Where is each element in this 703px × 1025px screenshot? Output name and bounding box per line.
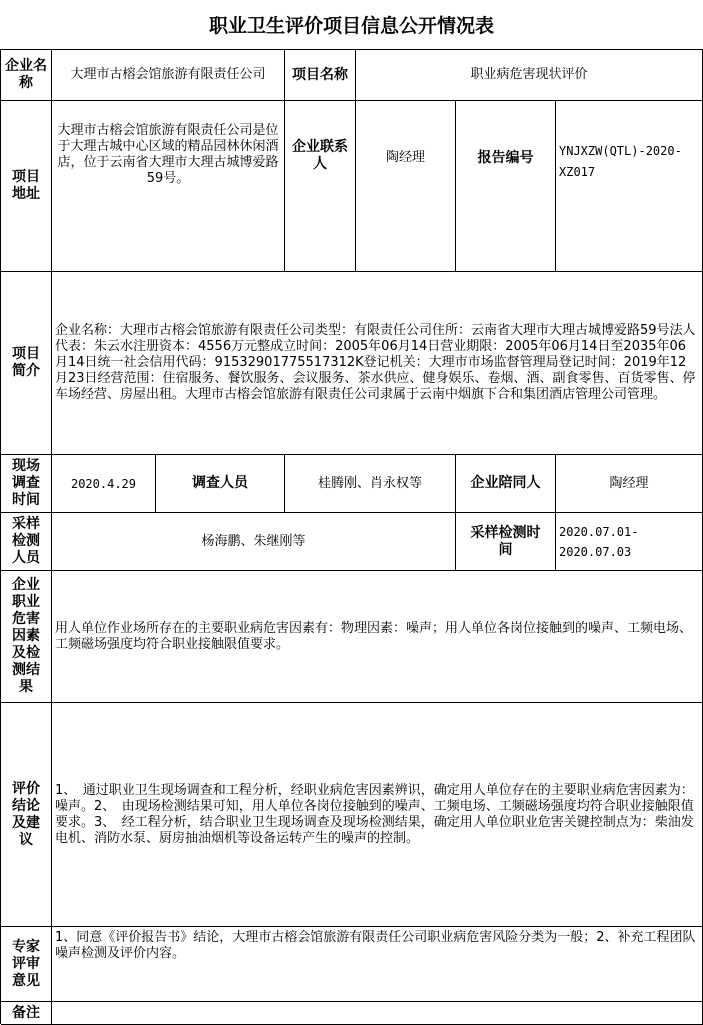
contact-value: 陶经理 <box>356 101 456 272</box>
investigators-value: 桂腾刚、肖永权等 <box>285 455 456 513</box>
project-name-value: 职业病危害现状评价 <box>356 50 703 101</box>
escort-value: 陶经理 <box>556 455 703 513</box>
survey-time-value: 2020.4.29 <box>52 455 156 513</box>
remarks-label: 备注 <box>1 1002 52 1025</box>
contact-label: 企业联系人 <box>285 101 356 272</box>
report-no-label: 报告编号 <box>456 101 556 272</box>
investigators-label: 调查人员 <box>156 455 285 513</box>
sampling-staff-label: 采样检测人员 <box>1 513 52 571</box>
company-name-value: 大理市古榕会馆旅游有限责任公司 <box>52 50 285 101</box>
info-table <box>0 49 703 1024</box>
project-address-value: 大理市古榕会馆旅游有限责任公司是位于大理古城中心区域的精品园林休闲酒店，位于云南省大理市大理古城博爱路59号。 <box>52 101 285 272</box>
hazards-value: 用人单位作业场所存在的主要职业病危害因素有：物理因素：噪声；用人单位各岗位接触到的噪声、工频电场、工频磁场强度均符合职业接触限值要求。 <box>52 571 703 703</box>
project-name-label: 项目名称 <box>285 50 356 101</box>
hazards-label: 企业职业危害因素及检测结果 <box>1 571 52 703</box>
conclusion-label: 评价结论及建议 <box>1 703 52 927</box>
sampling-time-value: 2020.07.01-2020.07.03 <box>556 513 703 571</box>
sampling-staff-value: 杨海鹏、朱继刚等 <box>52 513 456 571</box>
escort-label: 企业陪同人 <box>456 455 556 513</box>
company-name-label: 企业名称 <box>1 50 52 101</box>
conclusion-value: 1、 通过职业卫生现场调查和工程分析，经职业病危害因素辨识，确定用人单位存在的主要职业病危害因素为：噪声。2、 由现场检测结果可知，用人单位各岗位接触到的噪声、工频电场、工频磁场强度均符合职业接触限值要求。3、 经工程分析，结合职业卫生现场调查及现场检测结果，确定用人单位职业危害关键控制点为：柴油发电机、消防水泵、厨房抽油烟机等设备运转产生的噪声的控制。 <box>52 703 703 927</box>
report-no-value: YNJXZW(QTL)-2020-XZ017 <box>556 101 703 272</box>
expert-value: 1、同意《评价报告书》结论，大理市古榕会馆旅游有限责任公司职业病危害风险分类为一般；2、补充工程团队噪声检测及评价内容。 <box>52 927 703 1002</box>
survey-time-label: 现场调查时间 <box>1 455 52 513</box>
project-address-label: 项目地址 <box>1 101 52 272</box>
project-intro-value: 企业名称：大理市古榕会馆旅游有限责任公司类型：有限责任公司住所：云南省大理市大理古城博爱路59号法人代表：朱云水注册资本：4556万元整成立时间：2005年06月14日营业期限：2005年06月14日至2035年06月14日统一社会信用代码：91532901775517312K登记机关：大理市市场监督管理局登记时间：2019年12月23日经营范围：住宿服务、餐饮服务、会议服务、茶水供应、健身娱乐、卷烟、酒、副食零售、百货零售、停车场经营、房屋出租。大理市古榕会馆旅游有限责任公司隶属于云南中烟旗下合和集团酒店管理公司管理。 <box>52 272 703 455</box>
page-title: 职业卫生评价项目信息公开情况表 <box>208 15 494 37</box>
sampling-time-label: 采样检测时间 <box>456 513 556 571</box>
remarks-value <box>52 1002 703 1025</box>
project-intro-label: 项目简介 <box>1 272 52 455</box>
expert-label: 专家评审意见 <box>1 927 52 1002</box>
